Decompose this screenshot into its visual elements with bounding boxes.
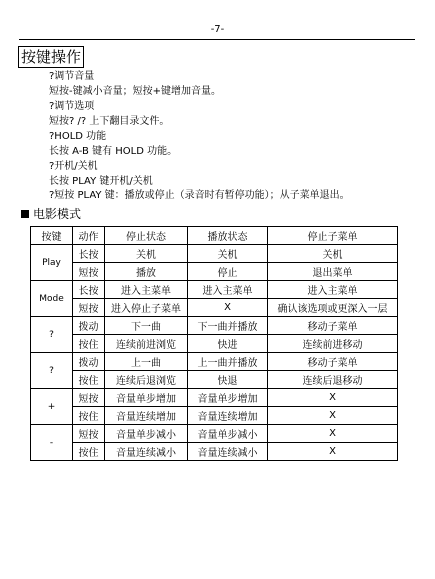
table-row — [31, 281, 398, 299]
table-cell: 音量连续减小 — [105, 443, 188, 461]
instruction-line: ?开机/关机 — [49, 161, 98, 172]
table-row — [31, 425, 398, 443]
page-number: -7- — [210, 24, 225, 35]
table-cell: 音量单步增加 — [188, 389, 268, 407]
button-name-cell: ? — [31, 353, 73, 389]
table-cell: 进入主菜单 — [268, 281, 398, 299]
instruction-line: 长按 PLAY 键开机/关机 — [49, 176, 153, 187]
table-cell: 长按 — [73, 245, 105, 263]
table-row — [31, 353, 398, 371]
instruction-line: ?HOLD 功能 — [49, 131, 107, 142]
table-cell: 上一曲并播放 — [188, 353, 268, 371]
table-cell: 移动子菜单 — [268, 353, 398, 371]
table-cell: 下一曲 — [105, 317, 188, 335]
button-name-cell: ? — [31, 317, 73, 353]
table-header-cell: 按键 — [31, 227, 73, 245]
table-row — [31, 371, 398, 389]
table-cell: 关机 — [188, 245, 268, 263]
table-row — [31, 407, 398, 425]
button-name-cell: + — [31, 389, 73, 425]
table-cell: 进入主菜单 — [188, 281, 268, 299]
table-row — [31, 299, 398, 317]
instruction-line: 长按 A-B 键有 HOLD 功能。 — [49, 146, 178, 157]
table-header-cell: 停止状态 — [105, 227, 188, 245]
table-header-row — [31, 227, 398, 245]
table-cell: 进入停止子菜单 — [105, 299, 188, 317]
table-header-cell: 动作 — [73, 227, 105, 245]
table-cell: 停止 — [188, 263, 268, 281]
table-cell: 音量连续减小 — [188, 443, 268, 461]
table-cell: 音量单步减小 — [188, 425, 268, 443]
table-cell: 按住 — [73, 371, 105, 389]
table-cell: 拨动 — [73, 317, 105, 335]
instruction-line: ?调节选项 — [49, 101, 95, 112]
table-cell: 短按 — [73, 425, 105, 443]
table-cell: 音量单步减小 — [105, 425, 188, 443]
table-cell: X — [268, 425, 398, 443]
table-cell: 播放 — [105, 263, 188, 281]
table-cell: 按住 — [73, 335, 105, 353]
table-header-cell: 停止子菜单 — [268, 227, 398, 245]
button-name-cell: Play — [31, 245, 73, 281]
table-cell: 快退 — [188, 371, 268, 389]
table-cell: 按住 — [73, 443, 105, 461]
table-cell: 短按 — [73, 263, 105, 281]
table-cell: 连续前进浏览 — [105, 335, 188, 353]
instruction-line: ?短按 PLAY 键：播放或停止（录音时有暂停功能）；从子菜单退出。 — [49, 190, 350, 201]
table-cell: 音量连续增加 — [188, 407, 268, 425]
table-cell: 连续后退移动 — [268, 371, 398, 389]
subheading-text: 电影模式 — [33, 207, 82, 221]
table-cell: X — [268, 443, 398, 461]
button-name-cell: Mode — [31, 281, 73, 317]
table-cell: 上一曲 — [105, 353, 188, 371]
table-row — [31, 317, 398, 335]
square-bullet-icon — [21, 210, 29, 218]
table-row — [31, 389, 398, 407]
table-cell: X — [268, 389, 398, 407]
table-cell: 短按 — [73, 389, 105, 407]
table-body — [31, 227, 398, 461]
table-cell: 长按 — [73, 281, 105, 299]
table-cell: 音量连续增加 — [105, 407, 188, 425]
table-cell: 移动子菜单 — [268, 317, 398, 335]
header-rule — [19, 39, 415, 40]
table-cell: 短按 — [73, 299, 105, 317]
table-cell: 进入主菜单 — [105, 281, 188, 299]
table-cell: X — [188, 299, 268, 317]
key-function-table — [30, 226, 398, 461]
button-name-cell: - — [31, 425, 73, 461]
instruction-line: 短按? /? 上下翻目录文件。 — [49, 116, 170, 127]
table-cell: X — [268, 407, 398, 425]
table-cell: 连续前进移动 — [268, 335, 398, 353]
table-cell: 退出菜单 — [268, 263, 398, 281]
table-cell: 下一曲并播放 — [188, 317, 268, 335]
section-title: 按键操作 — [18, 46, 84, 68]
instruction-line: ?调节音量 — [49, 71, 95, 82]
table-cell: 确认该选项或更深入一层 — [268, 299, 398, 317]
instruction-line: 短按-键减小音量；短按+键增加音量。 — [49, 86, 221, 97]
table-row — [31, 245, 398, 263]
table-cell: 关机 — [105, 245, 188, 263]
table-row — [31, 335, 398, 353]
table-cell: 按住 — [73, 407, 105, 425]
table-cell: 音量单步增加 — [105, 389, 188, 407]
table-cell: 连续后退浏览 — [105, 371, 188, 389]
table-header-cell: 播放状态 — [188, 227, 268, 245]
table-row — [31, 263, 398, 281]
subheading — [21, 205, 81, 222]
table-cell: 拨动 — [73, 353, 105, 371]
table-cell: 快进 — [188, 335, 268, 353]
table-cell: 关机 — [268, 245, 398, 263]
table-row — [31, 443, 398, 461]
